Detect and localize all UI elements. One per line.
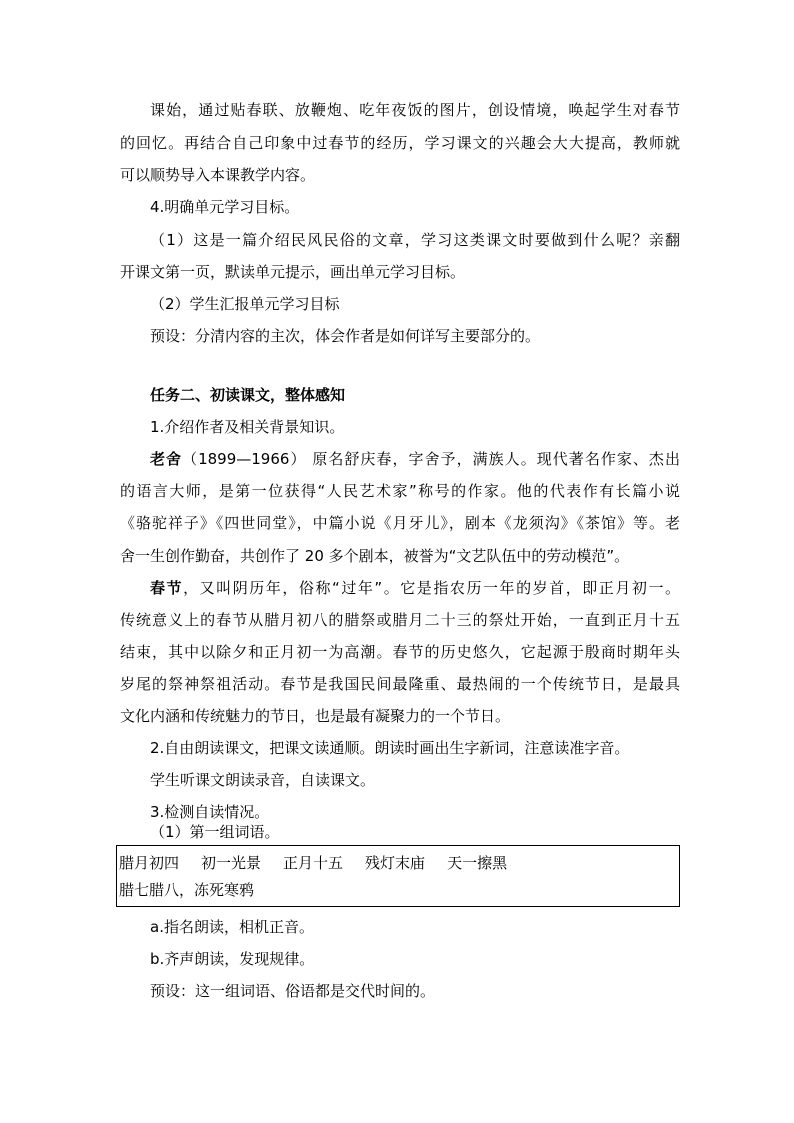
word-item: 初一光景 <box>201 854 262 872</box>
author-intro-text: 原名舒庆春，字舍予，满族人。现代著名作家、杰出 <box>312 450 680 468</box>
paragraph-line: （1）这是一篇介绍民风民俗的文章，学习这类课文时要做到什么呢？亲翻 <box>150 231 680 249</box>
group-heading: （1）第一组词语。 <box>150 823 280 841</box>
paragraph-line: （2）学生汇报单元学习目标 <box>150 295 340 313</box>
paragraph-line: 文化内涵和传统魅力的节日，也是最有凝聚力的一个节日。 <box>120 707 511 725</box>
paragraph-line: 《骆驼祥子》《四世同堂》，中篇小说《月牙儿》，剧本《龙须沟》《茶馆》等。老 <box>120 514 680 532</box>
paragraph-line: 的回忆。再结合自己印象中过春节的经历，学习课文的兴趣会大大提高，教师就 <box>120 134 680 152</box>
word-row <box>119 850 507 876</box>
paragraph-line: 结束，其中以除夕和正月初一为高潮。春节的历史悠久，它起源于殷商时期年头 <box>120 643 680 661</box>
author-intro-line <box>150 446 680 472</box>
preset-line: 预设：分清内容的主次，体会作者是如何详写主要部分的。 <box>150 327 541 345</box>
festival-intro-text: ，又叫阴历年，俗称“过年”。它是指农历一年的岁首，即正月初一。 <box>183 579 680 597</box>
festival-name: 春节 <box>150 579 184 597</box>
word-item: 正月十五 <box>283 854 344 872</box>
word-item: 残灯末庙 <box>365 854 426 872</box>
paragraph-line: 课始，通过贴春联、放鞭炮、吃年夜饭的图片，创设情境，唤起学生对春节 <box>150 101 680 119</box>
task-heading: 任务二、初读课文，整体感知 <box>150 386 346 404</box>
word-row: 腊七腊八，冻死寒鸦 <box>119 881 255 899</box>
step-heading: 1.介绍作者及相关背景知识。 <box>150 418 345 436</box>
word-item: 腊月初四 <box>119 854 180 872</box>
paragraph-line: b.齐声朗读，发现规律。 <box>150 950 315 968</box>
paragraph-line: a.指名朗读，相机正音。 <box>150 918 314 936</box>
step-heading: 3.检测自读情况。 <box>150 803 270 821</box>
paragraph-line: 学生听课文朗读录音，自读课文。 <box>150 771 376 789</box>
preset-line: 预设：这一组词语、俗语都是交代时间的。 <box>150 982 436 1000</box>
word-box <box>116 845 680 907</box>
author-years: （1899—1966） <box>182 450 307 468</box>
paragraph-line: 可以顺势导入本课教学内容。 <box>120 166 316 184</box>
festival-intro-line <box>150 575 680 601</box>
paragraph-line: 舍一生创作勤奋，共创作了 20 多个剧本，被誉为“文艺队伍中的劳动模范”。 <box>120 547 630 565</box>
paragraph-line: 开课文第一页，默读单元提示，画出单元学习目标。 <box>120 263 466 281</box>
step-heading: 2.自由朗读课文，把课文读通顺。朗读时画出生字新词，注意读准字音。 <box>150 739 630 757</box>
step-heading: 4.明确单元学习目标。 <box>150 198 300 216</box>
paragraph-line: 传统意义上的春节从腊月初八的腊祭或腊月二十三的祭灶开始，一直到正月十五 <box>120 611 680 629</box>
word-item: 天一擦黑 <box>447 854 508 872</box>
author-name: 老舍 <box>150 450 183 468</box>
paragraph-line: 的语言大师，是第一位获得“人民艺术家”称号的作家。他的代表作有长篇小说 <box>120 482 680 500</box>
paragraph-line: 岁尾的祭神祭祖活动。春节是我国民间最隆重、最热闹的一个传统节日，是最具 <box>120 675 680 693</box>
